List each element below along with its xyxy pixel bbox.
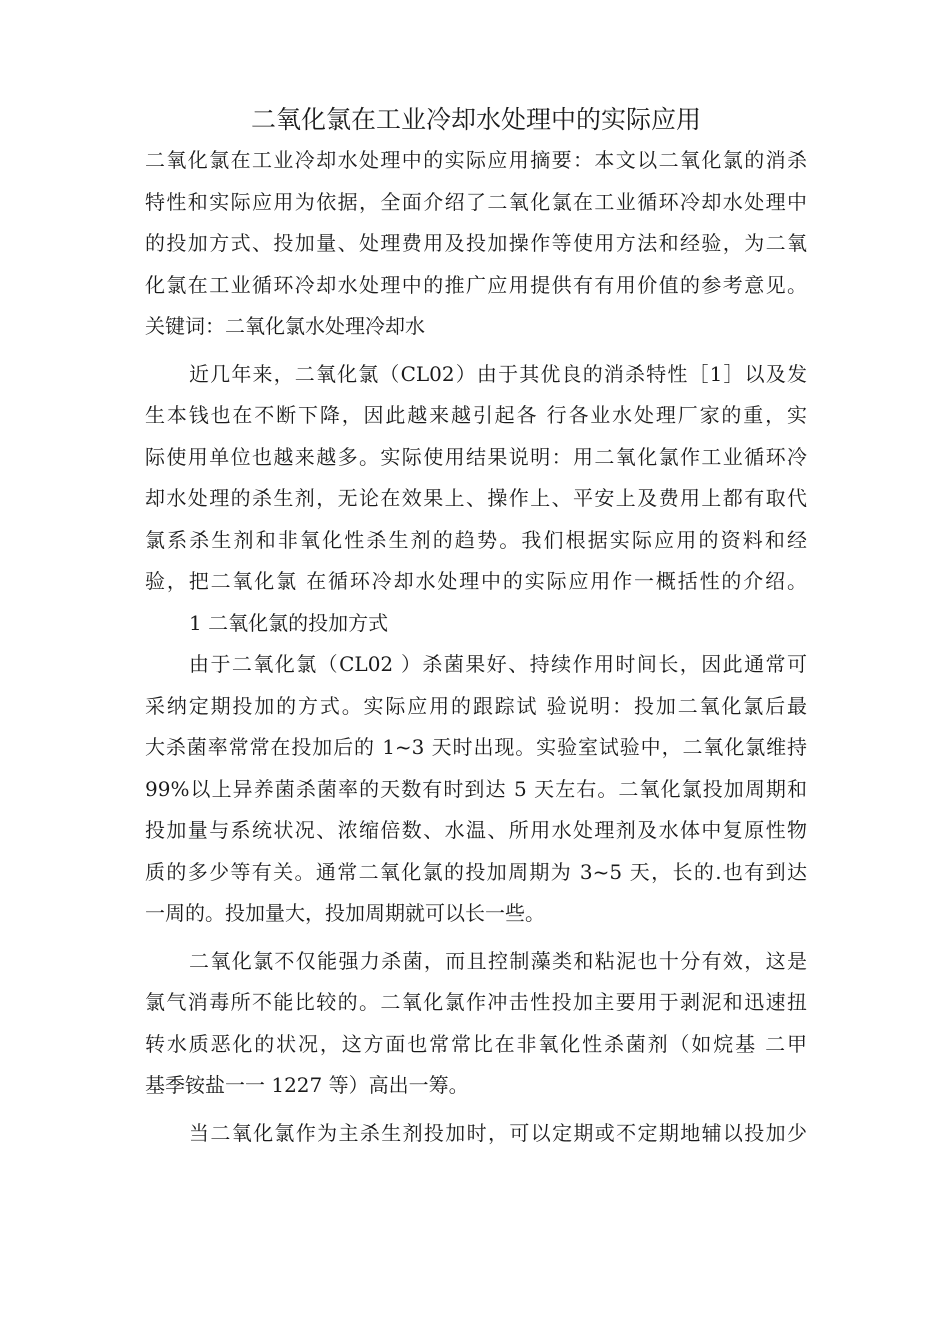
intro-line: 却水处理的杀生剂，无论在效果上、操作上、平安上及费用上都有取代	[145, 486, 807, 510]
abstract-paragraph	[145, 140, 807, 306]
paragraph-1-line: 投加量与系统状况、浓缩倍数、水温、所用水处理剂及水体中复原性物	[145, 818, 807, 842]
keywords-line: 关键词：二氧化氯水处理冷却水	[145, 314, 425, 338]
paragraph-1-line: 大杀菌率常常在投加后的 1~3 天时出现。实验室试验中，二氧化氯维持	[145, 735, 807, 759]
abstract-line: 二氧化氯在工业冷却水处理中的实际应用摘要：本文以二氧化氯的消杀	[145, 148, 807, 172]
document-title: 二氧化氯在工业冷却水处理中的实际应用	[250, 105, 701, 134]
intro-line: 氯系杀生剂和非氧化性杀生剂的趋势。我们根据实际应用的资料和经	[145, 527, 807, 552]
intro-paragraph	[145, 354, 807, 603]
intro-line: 际使用单位也越来越多。实际使用结果说明：用二氧化氯作工业循环冷	[145, 444, 807, 469]
paragraph-1-line: 99%以上异养菌杀菌率的天数有时到达 5 天左右。二氧化氯投加周期和	[145, 776, 807, 801]
intro-line: 生本钱也在不断下降，因此越来越引起各 行各业水处理厂家的重，实	[145, 403, 807, 427]
abstract-line: 的投加方式、投加量、处理费用及投加操作等使用方法和经验，为二氧	[145, 231, 807, 255]
paragraph-2-line: 转水质恶化的状况，这方面也常常比在非氧化性杀菌剂（如烷基 二甲	[145, 1031, 807, 1056]
paragraph-1-line: 质的多少等有关。通常二氧化氯的投加周期为 3~5 天，长的.也有到达	[145, 859, 807, 884]
paragraph-1-line: 采纳定期投加的方式。实际应用的跟踪试 验说明：投加二氧化氯后最	[145, 693, 807, 718]
abstract-line: 特性和实际应用为依据，全面介绍了二氧化氯在工业循环冷却水处理中	[145, 189, 807, 214]
paragraph-2-line: 氯气消毒所不能比较的。二氧化氯作冲击性投加主要用于剥泥和迅速扭	[145, 990, 807, 1014]
section-1-heading: 1 二氧化氯的投加方式	[189, 610, 389, 635]
paragraph-3-line: 当二氧化氯作为主杀生剂投加时，可以定期或不定期地辅以投加少	[189, 1120, 807, 1145]
abstract-line: 化氯在工业循环冷却水处理中的推广应用提供有有用价值的参考意见。	[145, 272, 807, 297]
paragraph-2-line: 二氧化氯不仅能强力杀菌，而且控制藻类和粘泥也十分有效，这是	[189, 948, 807, 973]
paragraph-3	[145, 1113, 807, 1155]
paragraph-1-line: 一周的。投加量大，投加周期就可以长一些。	[145, 901, 545, 925]
document-body	[145, 100, 807, 1154]
intro-line: 近几年来，二氧化氯（CL02）由于其优良的消杀特性［1］以及发	[189, 361, 807, 386]
paragraph-1-line: 由于二氧化氯（CL02 ）杀菌果好、持续作用时间长，因此通常可	[189, 652, 807, 676]
paragraph-1	[145, 644, 807, 935]
intro-line: 验，把二氧化氯 在循环冷却水处理中的实际应用作一概括性的介绍。	[145, 569, 807, 593]
paragraph-2-line: 基季铵盐一一 1227 等）高出一筹。	[145, 1073, 469, 1097]
paragraph-2	[145, 941, 807, 1107]
